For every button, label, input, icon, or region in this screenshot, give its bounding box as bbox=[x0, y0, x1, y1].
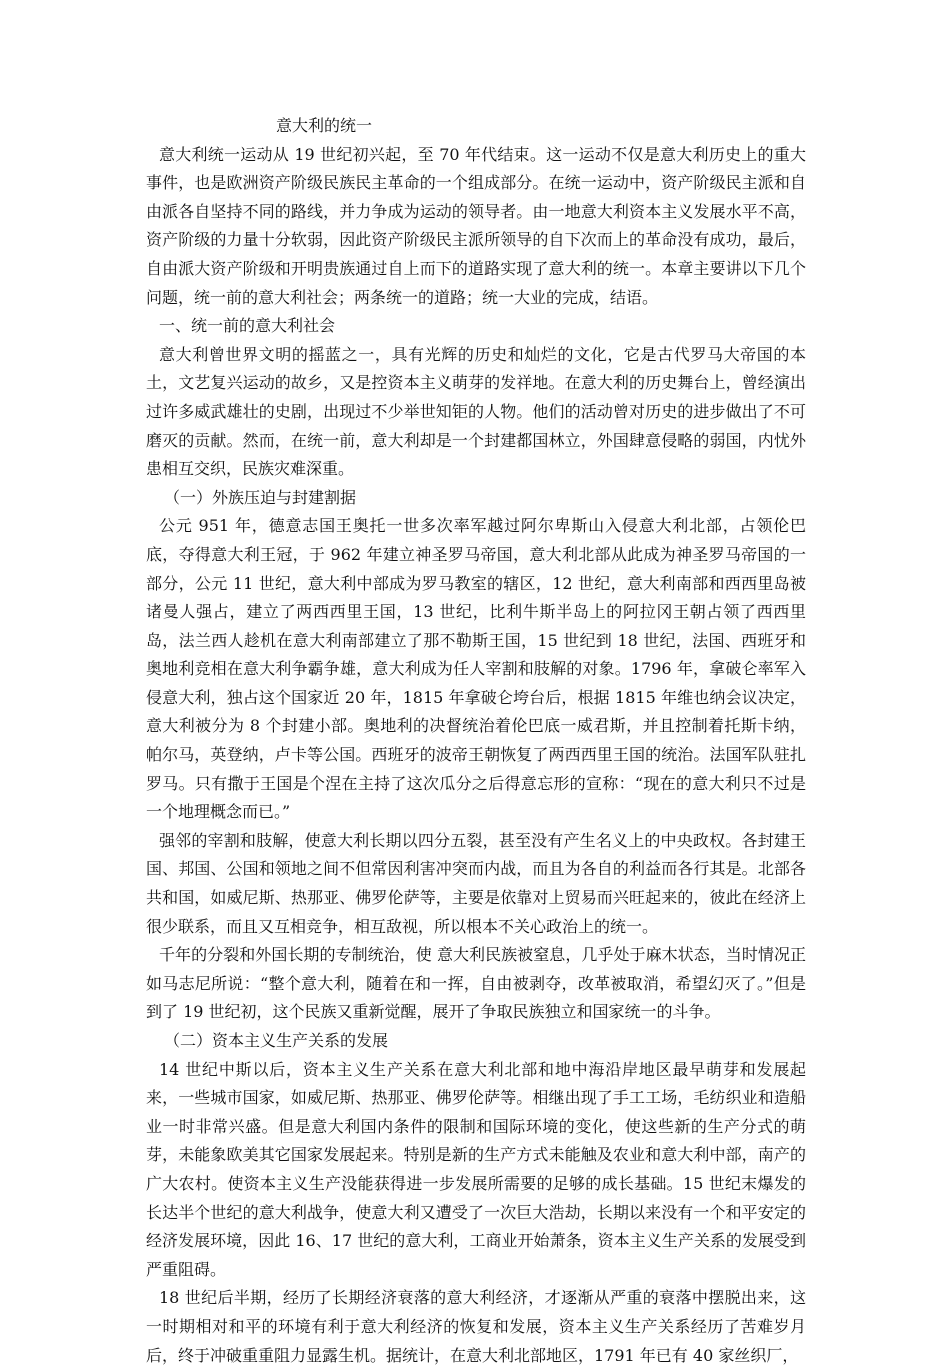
intro-paragraph: 意大利统一运动从 19 世纪初兴起，至 70 年代结束。这一运动不仅是意大利历史上的重大事件，也是欧洲资产阶级民族民主革命的一个组成部分。在统一运动中，资产阶级民主派和自由派各自坚持不同的路线，并力争成为运动的领导者。由一地意大利资本主义发展水平不高，资产阶级的力量十分软弱，因此资产阶级民主派所领导的自下次而上的革命没有成功，最后，自由派大资产阶级和开明贵族通过自上而下的道路实现了意大利的统一。本章主要讲以下几个问题，统一前的意大利社会；两条统一的道路；统一大业的完成，结语。 bbox=[146, 144, 806, 307]
body-paragraph: 公元 951 年，德意志国王奥托一世多次率军越过阿尔卑斯山入侵意大利北部，占领伦巴底，夺得意大利王冠，于 962 年建立神圣罗马帝国，意大利北部从此成为神圣罗马帝国的一部分，公元 11 世纪，意大利中部成为罗马教室的辖区，12 世纪，意大利南部和西西里岛被诸曼人强占，建立了两西西里王国，13 世纪，比利牛斯半岛上的阿拉冈王朝占领了西西里岛，法兰西人趁机在意大利南部建立了那不勒斯王国，15 世纪到 18 世纪，法国、西班牙和奥地利竞相在意大利争霸争雄，意大利成为任人宰割和肢解的对象。1796 年，拿破仑率军入侵意大利，独占这个国家近 20 年，1815 年拿破仑垮台后，根据 1815 年维也纳会议决定，意大利被分为 8 个封建小部。奥地利的决督统治着伦巴底一威君斯，并且控制着托斯卡纳，帕尔马，英登纳，卢卡等公国。西班牙的波帝王朝恢复了两西西里王国的统治。法国军队驻扎罗马。只有撒于王国是个涅在主持了这次瓜分之后得意忘形的宣称：“现在的意大利只不过是一个地理概念而已。” bbox=[146, 516, 806, 822]
body-paragraph: 千年的分裂和外国长期的专制统治，使 意大利民族被窒息，几乎处于麻木状态，当时情况正如马志尼所说：“整个意大利，随着在和一挥，自由被剥夺，改革被取消，希望幻灭了。”但是到了 19 世纪初，这个民族又重新觉醒，展开了争取民族独立和国家统一的斗争。 bbox=[146, 945, 806, 1022]
document-title: 意大利的统一 bbox=[276, 116, 373, 135]
body-paragraph: 14 世纪中斯以后，资本主义生产关系在意大利北部和地中海沿岸地区最早萌芽和发展起来，一些城市国家，如威尼斯、热那亚、佛罗伦萨等。相继出现了手工工场，毛纺织业和造船业一时非常兴盛。但是意大利国内条件的限制和国际环境的变化，使这些新的生产分式的萌芽，未能象欧美其它国家发展起来。特别是新的生产方式未能触及农业和意大利中部，南产的广大农村。使资本主义生产没能获得进一步发展所需要的足够的成长基础。15 世纪末爆发的长达半个世纪的意大利战争，使意大利又遭受了一次巨大浩劫，长期以来没有一个和平安定的经济发展环境，因此 16、17 世纪的意大利，工商业开始萧条，资本主义生产关系的发展受到严重阻碍。 bbox=[146, 1059, 806, 1279]
body-paragraph: 强邻的宰割和肢解，使意大利长期以四分五裂，甚至没有产生名义上的中央政权。各封建王国、邦国、公国和领地之间不但常因利害冲突而内战，而且为各自的利益而各行其是。北部各共和国，如威尼斯、热那亚、佛罗伦萨等，主要是依靠对上贸易而兴旺起来的，彼此在经济上很少联系，而且又互相竞争，相互敌视，所以根本不关心政治上的统一。 bbox=[146, 830, 806, 936]
section-paragraph: 意大利曾世界文明的摇蓝之一，具有光辉的历史和灿烂的文化，它是古代罗马大帝国的本土，文艺复兴运动的故乡，又是控资本主义萌芽的发祥地。在意大利的历史舞台上，曾经演出过许多威武雄壮的史剧，出现过不少举世知钜的人物。他们的活动曾对历史的进步做出了不可磨灭的贡献。然而，在统一前，意大利却是一个封建都国林立，外国肆意侵略的弱国，内忧外患相互交织，民族灾难深重。 bbox=[146, 344, 806, 479]
body-paragraph: 18 世纪后半期，经历了长期经济衰落的意大利经济，才逐渐从严重的衰落中摆脱出来，这一时期相对和平的环境有利于意大利经济的恢复和发展，资本主义生产关系经历了苦难岁月后，终于冲破重重阻力显露生机。据统计，在意大利北部地区，1791 年已有 40 家丝织厂， bbox=[146, 1288, 806, 1365]
subsection-heading: （一）外族压迫与封建割据 bbox=[164, 487, 357, 507]
subsection-heading: （二）资本主义生产关系的发展 bbox=[164, 1031, 389, 1050]
section-heading: 一、统一前的意大利社会 bbox=[159, 316, 336, 336]
document-page bbox=[146, 112, 806, 1370]
